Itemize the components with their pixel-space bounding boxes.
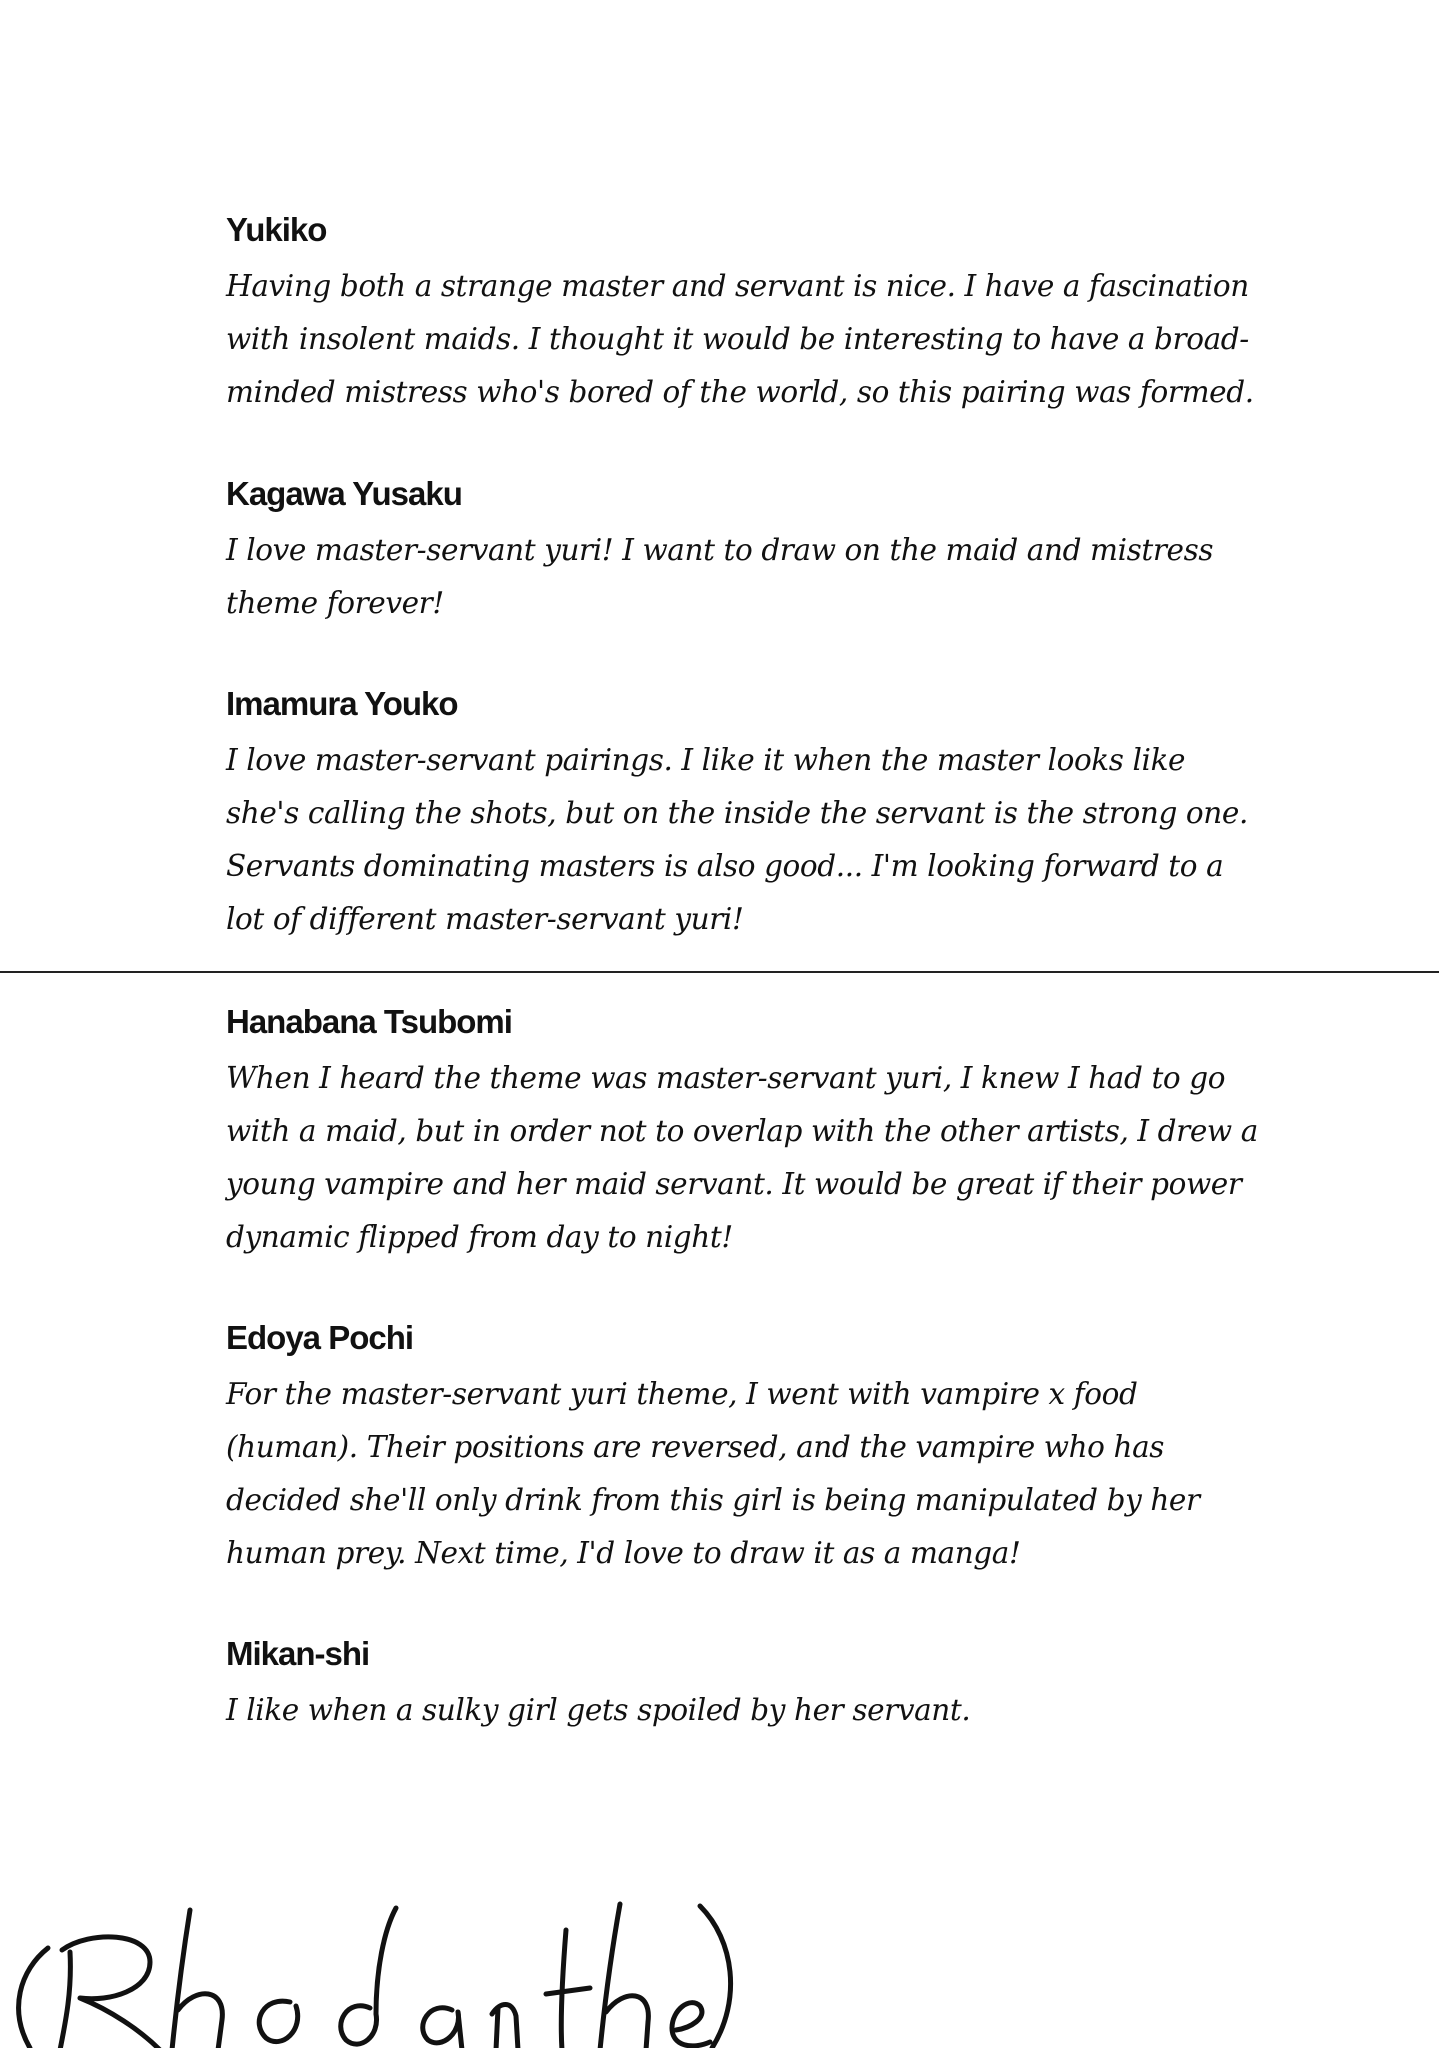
entry-author: Imamura Youko (226, 685, 458, 722)
entry-hanabana-tsubomi (226, 1000, 1266, 1264)
entry-imamura-youko (226, 682, 1266, 946)
entry-author: Kagawa Yusaku (226, 475, 462, 512)
signature-logo (0, 1890, 760, 2048)
entry-comment: When I heard the theme was master-servant yuri, I knew I had to go with a maid, but in order not to overlap with the other artists, I drew a young vampire and her maid servant. It would be great if their power dynamic flipped from day to night! (226, 1061, 1258, 1254)
entry-comment: I like when a sulky girl gets spoiled by her servant. (226, 1693, 971, 1727)
entry-kagawa-yusaku (226, 472, 1266, 630)
entry-comment: Having both a strange master and servant is nice. I have a fascination with insolent maids. I thought it would be interesting to have a broad-minded mistress who's bored of the world, so this pairing was formed. (226, 269, 1254, 409)
entry-mikan-shi (226, 1632, 1266, 1737)
entry-comment: For the master-servant yuri theme, I went with vampire x food (human). Their positions are reversed, and the vampire who has decided she'll only drink from this girl is being manipulated by her human prey. Next time, I'd love to draw it as a manga! (226, 1377, 1200, 1570)
entry-comment: I love master-servant pairings. I like it when the master looks like she's calling the shots, but on the inside the servant is the strong one. Servants dominating masters is also good... I'm looking forward to a lot of different master-servant yuri! (226, 743, 1248, 936)
entry-author: Hanabana Tsubomi (226, 1003, 512, 1040)
entry-comment: I love master-servant yuri! I want to draw on the maid and mistress theme forever! (226, 533, 1214, 620)
section-divider (0, 971, 1439, 973)
entry-author: Edoya Pochi (226, 1319, 414, 1356)
entry-author: Yukiko (226, 211, 327, 248)
entry-author: Mikan-shi (226, 1635, 370, 1672)
entry-yukiko (226, 208, 1266, 419)
entry-edoya-pochi (226, 1316, 1266, 1580)
